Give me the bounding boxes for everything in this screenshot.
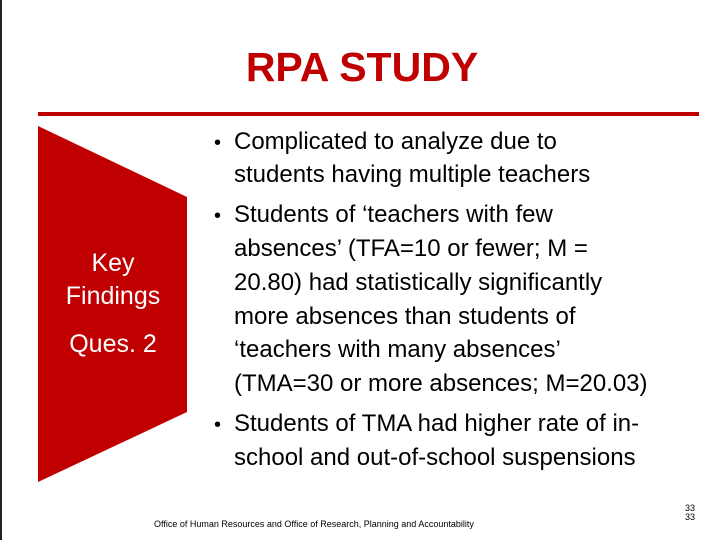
bullet-icon: • (214, 205, 222, 227)
bullet-3-line: school and out-of-school suspensions (234, 444, 636, 471)
page-number: 33 (685, 512, 696, 522)
side-label-question: Ques. 2 (69, 330, 157, 358)
bullet-2-line: ‘teachers with many absences’ (234, 336, 561, 363)
side-label-key: Key (91, 249, 135, 277)
bullet-icon: • (214, 132, 222, 154)
bullet-icon: • (214, 414, 222, 436)
bullet-2-line: more absences than students of (234, 303, 576, 330)
side-label-findings: Findings (65, 282, 161, 310)
bullet-1-line: Complicated to analyze due to (234, 128, 557, 155)
slide-title: RPA STUDY (245, 44, 479, 90)
bullet-3-line: Students of TMA had higher rate of in- (234, 410, 640, 437)
bullet-2-line: (TMA=30 or more absences; M=20.03) (234, 370, 648, 397)
bullet-2-line: 20.80) had statistically significantly (234, 269, 603, 296)
footer-text: Office of Human Resources and Office of Research, Planning and Accountability (154, 519, 474, 529)
bullet-1-line: students having multiple teachers (234, 161, 591, 188)
bullet-2-line: Students of ‘teachers with few (234, 201, 553, 228)
bullet-2-line: absences’ (TFA=10 or fewer; M = (234, 235, 588, 262)
page-number: 33 (685, 503, 696, 513)
